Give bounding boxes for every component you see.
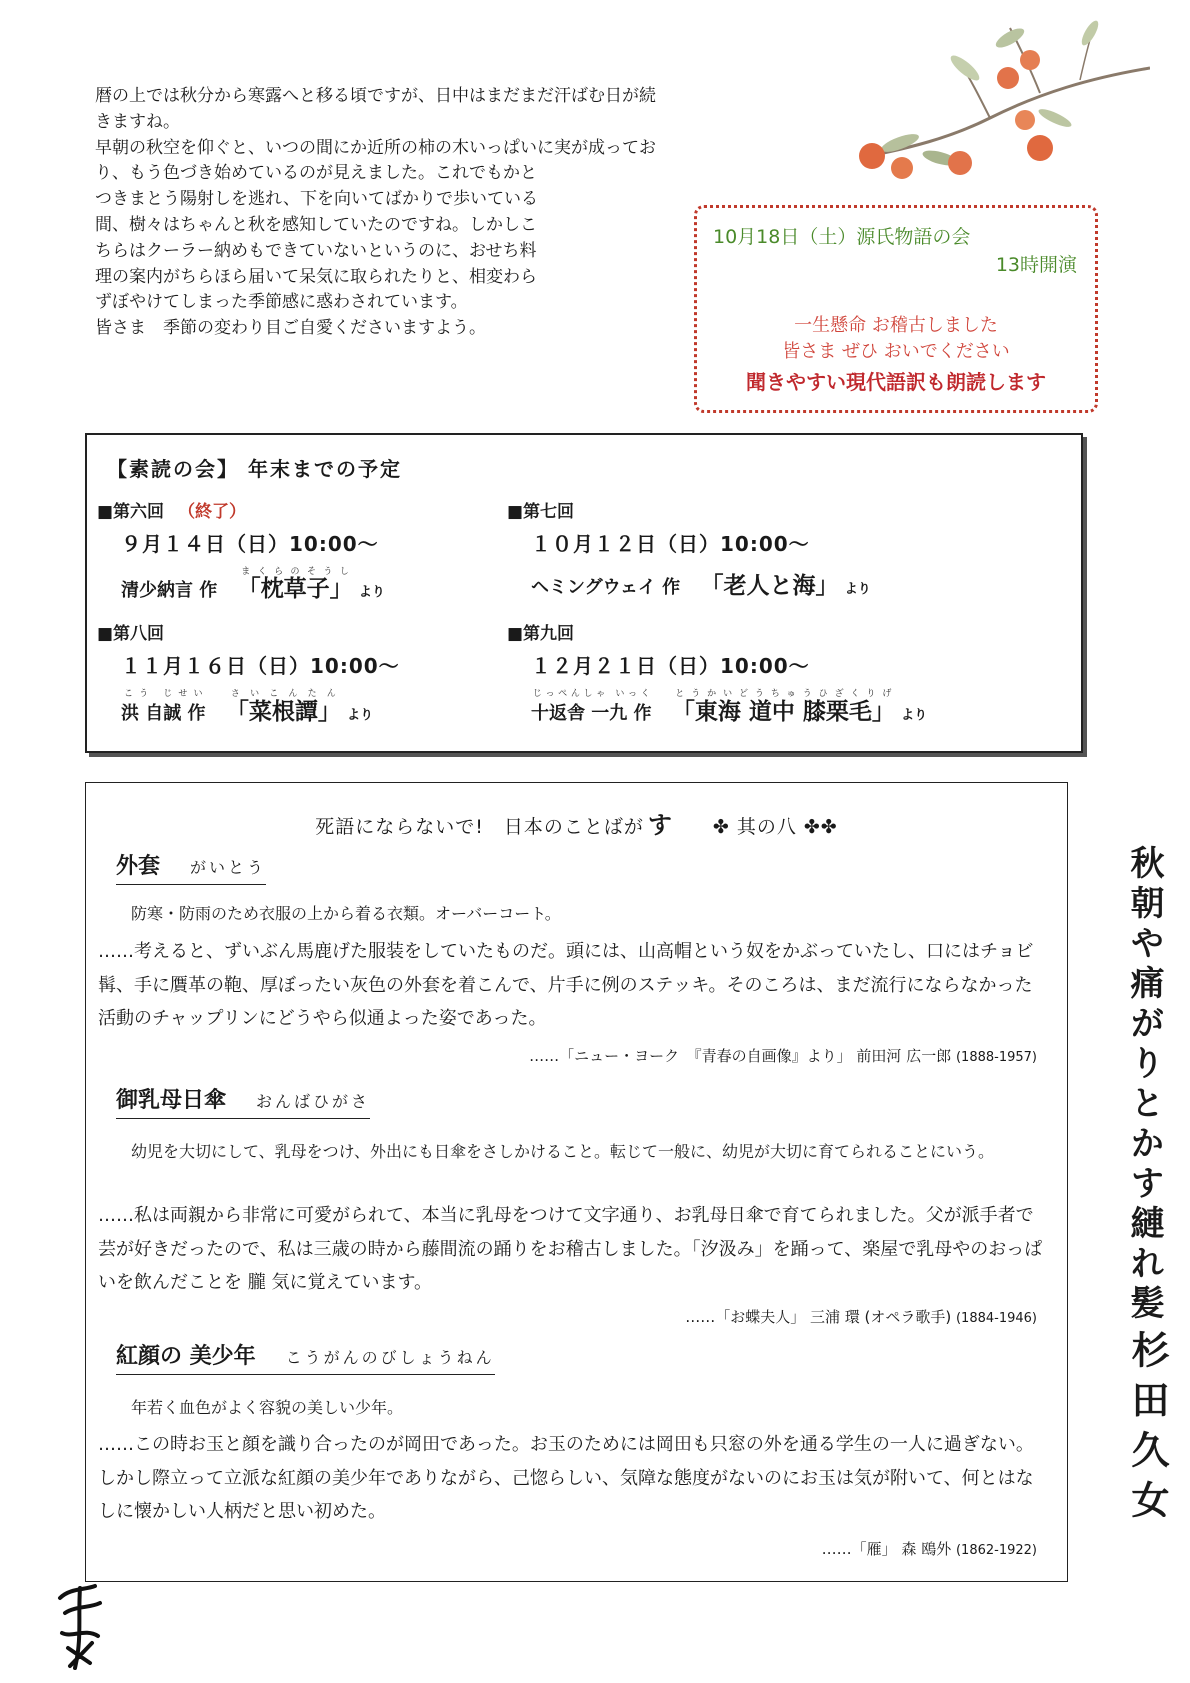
haiku-author: 杉田久女 [1125,1330,1170,1530]
intro-line: きますね。 [95,111,180,132]
session-label: ■第六回 [97,502,165,522]
session-7 [507,497,871,600]
term-reading: おんばひがさ [256,1092,371,1111]
heading-ornament: ✤ 其の八 ✤✤ [712,816,838,838]
intro-line: 間、樹々はちゃんと秋を感知していたのですね。しかしこ [95,214,537,235]
yori-label: より [901,708,928,723]
intro-line: 暦の上では秋分から寒露へと移る頃ですが、日中はまだまだ汗ばむ日が続 [95,86,656,106]
event-date: 10月18日（土）源氏物語の会 [713,226,971,248]
term-heading [116,1339,495,1375]
term-definition: 年若く血色がよく容貌の美しい少年。 [131,1398,404,1417]
yori-label: より [844,582,871,597]
term-word: 御乳母日傘 [116,1087,227,1113]
persimmon-branch-illustration [840,8,1150,198]
work-title: 「老人と海」 [700,573,839,599]
haiku-vertical: 秋朝や痛がりとかす縺れ髪 [1124,845,1164,1325]
work-author: ヘミングウェイ 作 [531,577,681,598]
term-definition: 防寒・防雨のため衣服の上から着る衣類。オーバーコート。 [131,904,561,923]
intro-line: ちらはクーラー納めもできていないというのに、おせち料 [95,240,537,261]
event-announcement-box [694,205,1098,413]
heading-text: 死語にならないで! 日本のことばが [315,816,644,838]
term-heading [116,849,266,885]
heading-mark: す [647,810,673,839]
session-6 [97,497,385,603]
session-date: １０月１２日（日）10:00～ [531,532,810,556]
intro-line: 理の案内がちらほら届いて呆気に取られたりと、相変わら [95,266,537,287]
session-8 [97,619,400,726]
work-author: 十返舎 一九 作じっぺんしゃ いっく [531,689,652,724]
quote-source [822,1538,1037,1559]
term-quote: ……考えると、ずいぶん馬鹿げた服装をしていたものだ。頭には、山高帽という奴をかぶっていたし、口にはチョビ髯、手に贋革の鞄、厚ぼったい灰色の外套を着こんで、片手に例のステッキ。そのころは、まだ流行にならなかった活動のチャップリンにどうやら似通よった姿であった。 [98,941,1034,1029]
brush-mark-icon [50,1578,110,1673]
event-highlight: 聞きやすい現代語訳も朗読します [746,370,1046,394]
vocabulary-box [85,782,1068,1582]
intro-line: 早朝の秋空を仰ぐと、いつの間にか近所の柿の木いっぱいに実が成ってお [95,137,656,158]
term-definition: 幼児を大切にして、乳母をつけ、外出にも日傘をさしかけること。転じて一般に、幼児が大切に育てられることにいう。 [131,1142,995,1161]
quote-source [685,1306,1037,1327]
work-author: 清少納言 作 [121,580,218,601]
intro-line: り、もう色づき始めているのが見えました。これでもかと [95,163,537,184]
session-status: （終了） [178,502,247,522]
session-label: ■第九回 [507,624,575,644]
term-word: 外套 [116,853,161,879]
term-reading: がいとう [190,858,267,877]
source-years: (1888-1957) [955,1050,1037,1065]
source-text: ……「ニュー・ヨーク 『青春の自画像』より」 前田河 広一郎 [529,1047,952,1065]
session-9 [507,619,927,726]
source-years: (1884-1946) [955,1311,1037,1326]
session-work [121,567,385,603]
event-invitation: 皆さま ぜひ おいでください [782,341,1010,362]
work-title: 「枕草子」まくらのそうし [237,567,353,602]
intro-line: 皆さま 季節の変わり目ご自愛くださいますよう。 [95,318,486,339]
event-message: 一生懸命 お稽古しました [794,315,998,336]
term-word: 紅顔の 美少年 [116,1343,256,1369]
term-heading [116,1083,370,1119]
quote-source [529,1045,1037,1066]
source-years: (1862-1922) [955,1543,1037,1558]
session-work [531,689,927,726]
schedule-box [85,433,1083,753]
intro-line: つきまとう陽射しを逃れ、下を向いてばかりで歩いている [95,189,539,210]
vocabulary-heading [86,805,1067,840]
session-date: ９月１４日（日）10:00～ [121,532,379,556]
session-date: １２月２１日（日）10:00～ [531,654,810,678]
session-work [121,689,400,726]
source-text: ……「お蝶夫人」 三浦 環 (オペラ歌手) [685,1308,952,1326]
term-reading: こうがんのびしょうねん [285,1348,495,1367]
work-author: 洪 自誠 作こう じせい [121,689,206,724]
source-text: ……「雁」 森 鴎外 [821,1540,952,1558]
session-label: ■第七回 [507,502,575,522]
term-quote: ……この時お玉と顔を識り合ったのが岡田であった。お玉のためには岡田も只窓の外を通る学生の一人に過ぎない。しかし際立って立派な紅顔の美少年でありながら、己惚らしい、気障な態度がないのにお玉は気が附いて、何とはなしに懐かしい人柄だと思い初めた。 [98,1434,1034,1522]
work-title: 「東海 道中 膝栗毛」とうかいどうちゅうひざくりげ [671,689,895,725]
schedule-title: 【素読の会】 年末までの予定 [107,457,402,481]
work-title: 「菜根譚」さいこんたん [225,689,341,725]
yori-label: より [358,585,385,600]
session-work [531,567,871,600]
intro-line: ずぼやけてしまった季節感に惑わされています。 [95,292,468,313]
session-label: ■第八回 [97,624,165,644]
yori-label: より [347,708,374,723]
term-quote: ……私は両親から非常に可愛がられて、本当に乳母をつけて文字通り、お乳母日傘で育てられました。父が派手者で芸が好きだったので、私は三歳の時から藤間流の踊りをお稽古しました。「汐汲み」を踊って、楽屋で乳母やのおっぱいを飲んだことを 朧 気に覚えています。 [98,1205,1043,1293]
event-time: 13時開演 [995,254,1077,276]
session-date: １１月１６日（日）10:00～ [121,654,400,678]
